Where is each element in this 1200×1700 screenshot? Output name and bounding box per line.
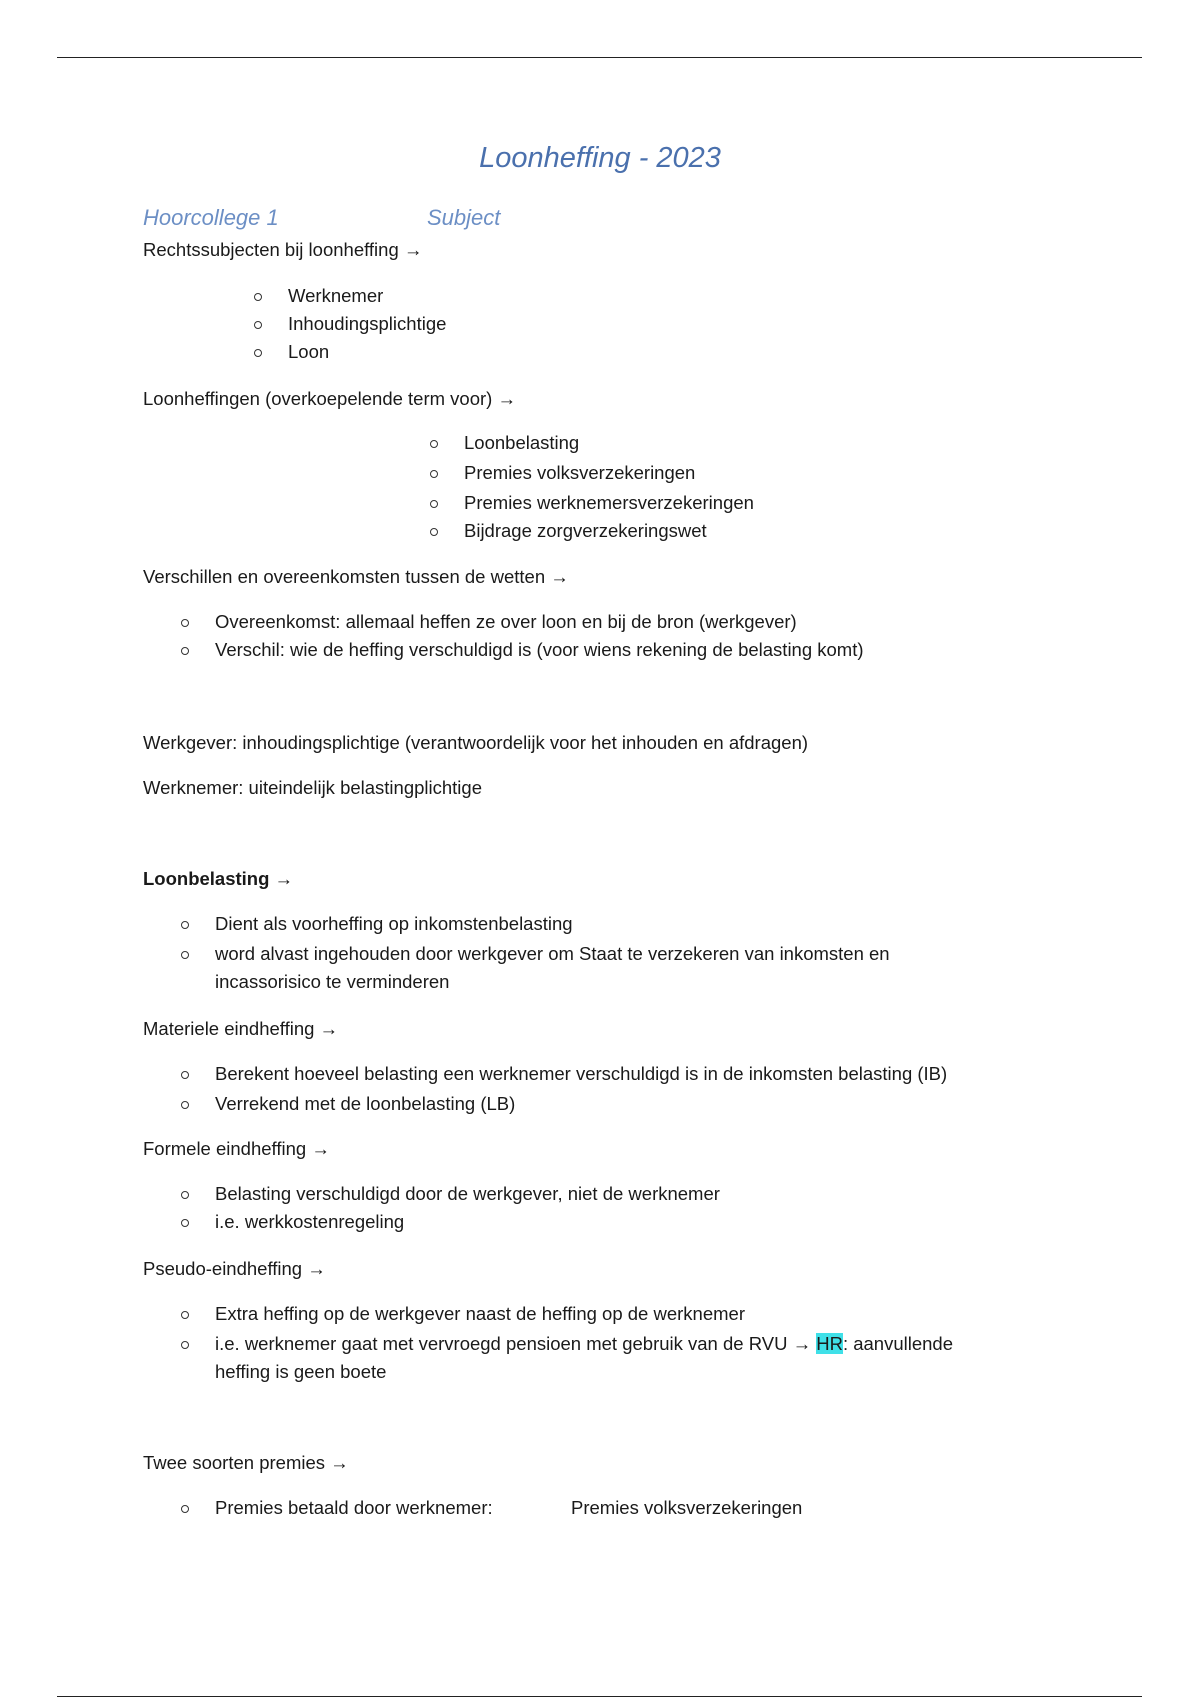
list-item: word alvast ingehouden door werkgever om Staat te verzekeren van inkomsten en xyxy=(215,943,890,964)
list-item-label: Premies betaald door werknemer: xyxy=(215,1497,493,1518)
list-item: Loon xyxy=(288,341,330,362)
bullet-icon xyxy=(181,951,189,959)
list-item: Verrekend met de loonbelasting (LB) xyxy=(215,1093,516,1114)
bullet-icon xyxy=(181,1311,189,1319)
list-item: Berekent hoeveel belasting een werknemer verschuldigd is in de inkomsten belasting (IB) xyxy=(215,1063,948,1084)
bullet-icon xyxy=(181,1101,189,1109)
list-item: Bijdrage zorgverzekeringswet xyxy=(464,520,707,541)
list-item-continuation: heffing is geen boete xyxy=(215,1361,387,1382)
bullet-icon xyxy=(254,293,262,301)
bullet-icon xyxy=(254,349,262,357)
werkgever-line: Werkgever: inhoudingsplichtige (verantwoordelijk voor het inhouden en afdragen) xyxy=(143,732,809,753)
bullet-icon xyxy=(181,1071,189,1079)
top-rule xyxy=(57,57,1142,58)
item-text-before: i.e. werknemer gaat met vervroegd pensioen met gebruik van de RVU → xyxy=(215,1333,817,1354)
bullet-icon xyxy=(181,921,189,929)
list-item: Premies werknemersverzekeringen xyxy=(464,492,754,513)
list-item: Premies volksverzekeringen xyxy=(464,462,696,483)
loonheffingen-intro: Loonheffingen (overkoepelende term voor) → xyxy=(143,388,516,409)
list-item: Extra heffing op de werkgever naast de heffing op de werknemer xyxy=(215,1303,745,1324)
premies-intro: Twee soorten premies → xyxy=(143,1452,349,1473)
bullet-icon xyxy=(430,440,438,448)
list-item: Verschil: wie de heffing verschuldigd is (voor wiens rekening de belasting komt) xyxy=(215,639,864,660)
bullet-icon xyxy=(430,500,438,508)
bullet-icon xyxy=(430,528,438,536)
list-item-value: Premies volksverzekeringen xyxy=(571,1497,803,1518)
list-item-continuation: incassorisico te verminderen xyxy=(215,971,450,992)
bullet-icon xyxy=(181,1191,189,1199)
bullet-icon xyxy=(254,321,262,329)
lecture-heading: Hoorcollege 1 xyxy=(143,205,279,230)
loonbelasting-heading: Loonbelasting → xyxy=(143,868,294,889)
materiele-intro: Materiele eindheffing → xyxy=(143,1018,339,1039)
bullet-icon xyxy=(430,470,438,478)
document-title: Loonheffing - 2023 xyxy=(479,142,721,174)
pseudo-intro: Pseudo-eindheffing → xyxy=(143,1258,326,1279)
list-item: Belasting verschuldigd door de werkgever, niet de werknemer xyxy=(215,1183,720,1204)
item-text-after: : aanvullende xyxy=(842,1333,954,1354)
bullet-icon xyxy=(181,1505,189,1513)
bottom-rule xyxy=(57,1696,1142,1697)
list-item: Werknemer xyxy=(288,285,384,306)
highlighted-text: HR xyxy=(816,1333,843,1354)
bullet-icon xyxy=(181,619,189,627)
list-item: i.e. werkkostenregeling xyxy=(215,1211,405,1232)
list-item: Loonbelasting xyxy=(464,432,580,453)
list-item: Overeenkomst: allemaal heffen ze over loon en bij de bron (werkgever) xyxy=(215,611,797,632)
werknemer-line: Werknemer: uiteindelijk belastingplichtige xyxy=(143,777,482,798)
bullet-icon xyxy=(181,1219,189,1227)
list-item: Inhoudingsplichtige xyxy=(288,313,447,334)
bullet-icon xyxy=(181,1341,189,1349)
subject-heading: Subject xyxy=(427,205,501,230)
formele-intro: Formele eindheffing → xyxy=(143,1138,330,1159)
bullet-icon xyxy=(181,647,189,655)
list-item: Dient als voorheffing op inkomstenbelasting xyxy=(215,913,573,934)
verschillen-intro: Verschillen en overeenkomsten tussen de wetten → xyxy=(143,566,569,587)
list-item xyxy=(215,1332,953,1356)
rechtssubjecten-intro: Rechtssubjecten bij loonheffing → xyxy=(143,239,423,260)
